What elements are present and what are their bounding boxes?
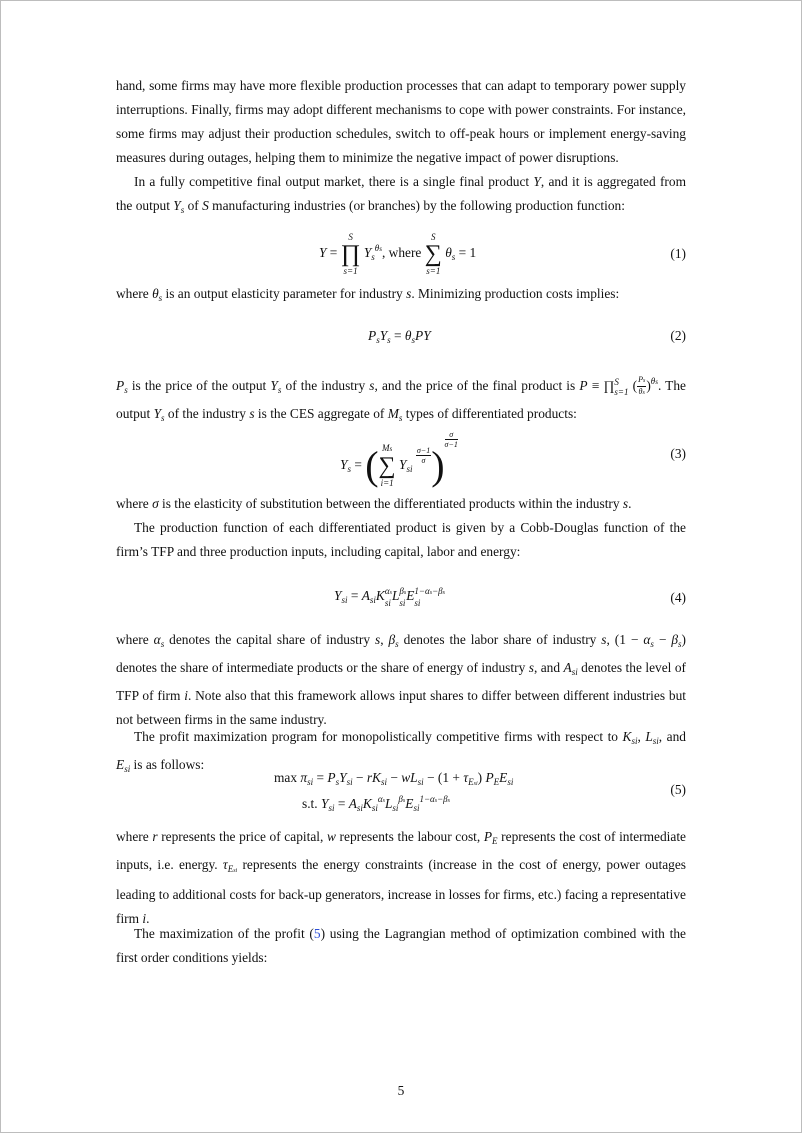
p7-text-6: denotes the share of intermediate products or the share of energy of industry: [116, 660, 529, 675]
equation-5-number: (5): [670, 782, 686, 797]
p10-text-1: The maximization of the profit (: [134, 926, 314, 941]
paragraph-6-text: The production function of each differentiated product is given by a Cobb-Douglas function of the firm’s TFP and three production inputs, including capital, labor and energy:: [116, 520, 686, 559]
paragraph-1: [116, 74, 686, 170]
p9-text-5: represents the energy constraints (increase in the cost of energy, power outages leading to additional costs for back-up generators, increase in losses for firms, etc.) facing a representative firm: [116, 857, 686, 926]
p8-text-4: is as follows:: [130, 757, 205, 772]
paragraph-4: $P_s$ is the price of the output $Y_s$ of the industry s, and the price of the final product is P ≡ ∏ S s=1 ( $\frac{Ps}{\theta s})^{\theta s}$. The output $Y_s$ of the industry s is the CES aggregate of $M_s$ types of differentiated products:: [116, 375, 686, 423]
equation-3: [116, 430, 686, 489]
p4-text-7: types of differentiated products:: [402, 406, 577, 421]
paragraph-9: where r represents the price of capital, w represents the labour cost, $P_E$ represents the cost of intermediate inputs, i.e. energy. $\tau_{Esi}$ represents the energy constraints (increase in the cost of energy, power outages leading to additional costs for back-up generators, increase in losses for firms, etc.) facing a representative firm i.: [116, 829, 687, 926]
p7-text-2: denotes the capital share of industry: [164, 632, 375, 647]
p4-text-1: is the price of the output: [127, 378, 271, 393]
p7-text-7: , and: [533, 660, 564, 675]
equation-5-max: max: [274, 770, 298, 785]
equation-2-number: (2): [670, 328, 686, 343]
paragraph-6: [116, 516, 686, 564]
p2-text-3: of: [184, 198, 203, 213]
equation-1-body: Y = S ∏ s=1 $Y_s^{\theta s}$, where S ∑ s=1 $\theta_s = 1$: [319, 232, 477, 276]
paragraph-2: In a fully competitive final output market, there is a single final product Y, and it is aggregated from the output $Y_s$ of S manufacturing industries (or branches) by the following production function:: [116, 174, 686, 215]
paragraph-1-text: hand, some firms may have more flexible production processes that can adapt to temporary power supply interruptions. Finally, firms may adopt different mechanisms to cope with power constraints. For instance, some firms may adjust their production schedules, switch to off-peak hours or implement energy-saving measures during outages, helping them to minimize the negative impact of power disruptions.: [116, 78, 686, 165]
p5-text-2: is the elasticity of substitution between the differentiated products within the industry: [158, 496, 623, 511]
paragraph-7: where $\alpha_s$ denotes the capital share of industry s, $\beta_s$ denotes the labor share of industry s, $(1 - \alpha_s - \beta_s)$ denotes the share of intermediate products or the share of energy of industry s, and $A_{si}$ denotes the level of TFP of firm i. Note also that this framework allows input shares to differ between different industries but not between firms in the same industry.: [116, 632, 686, 727]
page-number: 5: [397, 1083, 405, 1098]
p2-text-4: manufacturing industries (or branches) by the following production function:: [208, 198, 625, 213]
equation-2: [116, 328, 686, 348]
p7-text-4: denotes the labor share of industry: [398, 632, 602, 647]
equation-1-where: , where: [381, 245, 422, 261]
p9-text-6: .: [146, 911, 150, 926]
p4-text-3: , and the price of the final product is: [374, 378, 580, 393]
equation-1-rhs: = 1: [458, 245, 477, 261]
p3-text-1: where: [116, 286, 153, 301]
p7-text-1: where: [116, 632, 154, 647]
p8-text-3: , and: [658, 729, 686, 744]
p4-text-4: . The output: [116, 378, 686, 421]
p8-text-1: The profit maximization program for monopolistically competitive firms with respect to: [134, 729, 623, 744]
equation-4: [116, 586, 686, 610]
paragraph-3: where $\theta_s$ is an output elasticity parameter for industry s. Minimizing production costs implies:: [116, 286, 620, 303]
p9-text-4: represents the cost of intermediate inputs, i.e. energy.: [116, 829, 687, 872]
equation-4-number: (4): [670, 590, 686, 605]
equation-5: [116, 770, 686, 816]
equation-2-body: $P_sY_s = \theta_sPY$: [368, 328, 431, 345]
p2-text-2: , and it is aggregated from the output: [116, 174, 686, 213]
equation-5-line-1: $\max \pi_{si} = P_sY_{si} - rK_{si} - wL_{si} - (1 + \tau_{Esi})$ $P_EE_{si}$: [274, 770, 514, 787]
p4-text-6: is the CES aggregate of: [254, 406, 388, 421]
p7-text-8: denotes the level of TFP of firm: [116, 660, 686, 703]
p7-text-9: . Note also that this framework allows input shares to differ between different industries but not between firms in the same industry.: [116, 688, 686, 727]
paragraph-10: [116, 922, 686, 970]
paragraph-8: The profit maximization program for monopolistically competitive firms with respect to $K_{si}$, $L_{si}$, and $E_{si}$ is as follows:: [116, 729, 686, 774]
equation-4-body: $Y_{si} = A_{si}K$ αs si L βs si E 1−αs−βs si: [334, 586, 445, 608]
p9-text-2: represents the price of capital,: [157, 829, 327, 844]
equation-1-number: (1): [670, 246, 686, 261]
equation-3-body: $Y_s$ = ( Ms ∑ i=1 $Y_{si}$ $\frac{\sigma-1}{\sigma}$) $\frac{\sigma}{\sigma-1}$: [340, 430, 458, 489]
p2-text-1: In a fully competitive final output market, there is a single final product: [134, 174, 534, 189]
equation-1: [116, 232, 686, 278]
paragraph-5: where σ is the elasticity of substitution between the differentiated products within the industry s.: [116, 496, 632, 511]
p5-text-3: .: [628, 496, 632, 511]
p8-text-2: ,: [637, 729, 646, 744]
equation-5-st: s.t.: [302, 796, 318, 811]
p7-text-3: ,: [380, 632, 389, 647]
p3-text-2: is an output elasticity parameter for industry: [162, 286, 407, 301]
p7-text-5: ,: [606, 632, 615, 647]
p5-text-1: where: [116, 496, 153, 511]
p9-text-1: where: [116, 829, 153, 844]
p4-text-2: of the industry: [281, 378, 370, 393]
p3-text-3: . Minimizing production costs implies:: [411, 286, 620, 301]
equation-3-number: (3): [670, 446, 686, 461]
equation-5-reference-link[interactable]: 5: [313, 926, 321, 941]
p10-text-2: ) using the Lagrangian method of optimization combined with the first order conditions yields:: [116, 926, 686, 965]
equation-5-line-2: s.t. $Y_{si} = A_{si}K_{si}^{\alpha s}L_{si}^{\beta s}E_{si}^{1-\alpha s-\beta s}$: [302, 794, 451, 813]
p9-text-3: represents the labour cost,: [335, 829, 484, 844]
p4-text-5: of the industry: [164, 406, 250, 421]
